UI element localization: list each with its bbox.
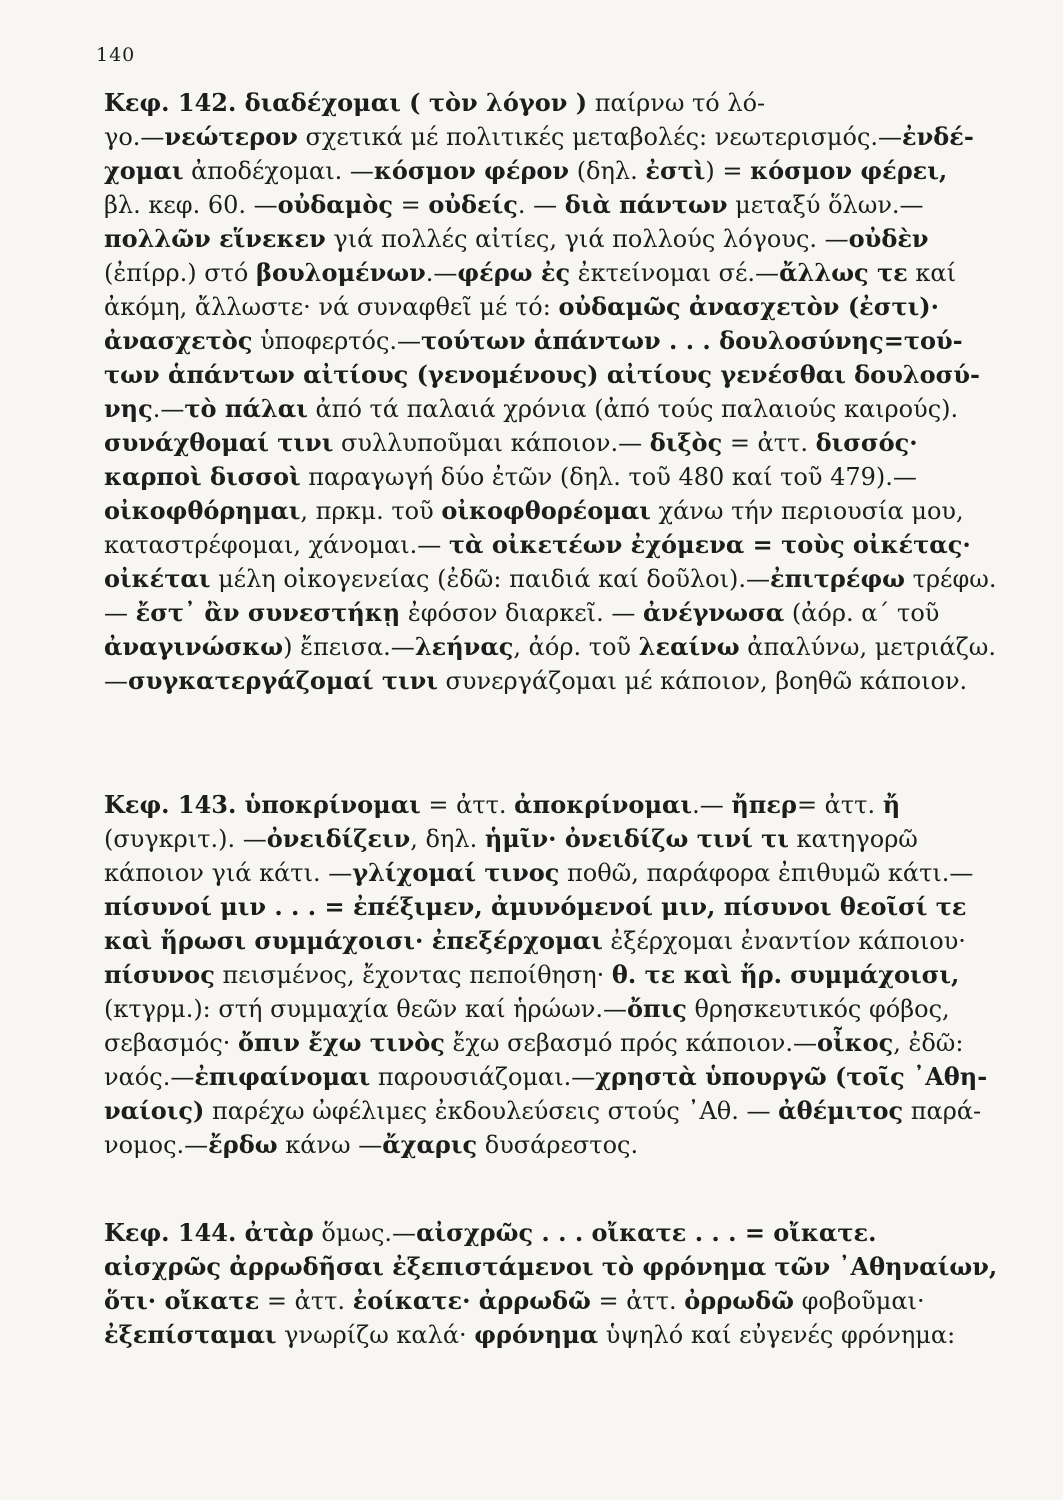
lemma: οἰκοφθόρημαι: [104, 496, 301, 525]
gloss: καί: [907, 259, 956, 287]
gloss: τρέφω.: [905, 565, 997, 593]
gloss: (συγκριτ.). —: [104, 825, 267, 853]
text-line: [104, 256, 1009, 290]
lemma: φρόνημα: [474, 1320, 599, 1349]
text-line: [104, 562, 1009, 596]
lemma: οὐδείς: [428, 190, 518, 219]
lemma: ἀποκρίνομαι: [514, 790, 693, 819]
lemma: αἰσχρῶς . . . οἴκατε . . . = οἴκατε.: [416, 1218, 877, 1247]
gloss: , δηλ.: [410, 825, 485, 853]
gloss: (ἀόρ. α΄ τοῦ: [784, 599, 940, 627]
lemma: γλίχομαί τινος: [352, 858, 560, 887]
lemma: ἄλλως τε: [779, 258, 908, 287]
gloss: ὑποφερτός.—: [252, 327, 422, 355]
gloss: .—: [692, 791, 732, 819]
text-line: [104, 392, 1009, 426]
gloss: κάποιον γιά κάτι. —: [104, 859, 353, 887]
text-line: [104, 188, 1009, 222]
lemma: νεώτερον: [164, 122, 298, 151]
gloss: —: [104, 667, 128, 695]
text-line: [104, 788, 1009, 822]
text-line: [104, 1094, 1009, 1128]
lemma: ναίοις): [104, 1096, 205, 1125]
gloss: γιά πολλές αἰτίες, γιά πολλούς λόγους. —: [325, 225, 849, 253]
lemma: καὶ ἥρωσι συμμάχοισι· ἐπεξέρχομαι: [104, 926, 603, 955]
lemma: τὸ πάλαι: [184, 394, 308, 423]
lemma: νης: [104, 394, 153, 423]
text-line: [104, 1026, 1009, 1060]
text-line: [104, 154, 1009, 188]
chapter-143-notes: [104, 788, 1009, 1162]
lemma: τούτων ἁπάντων . . . δουλοσύνης=τού-: [421, 326, 963, 355]
gloss: = ἀττ.: [259, 1287, 353, 1315]
lemma: ἐπιτρέφω: [769, 564, 906, 593]
gloss: . —: [517, 191, 565, 219]
lemma: χομαι: [104, 156, 184, 185]
lemma: αἰσχρῶς ἀρρωδῆσαι ἐξεπιστάμενοι τὸ φρόνημα τῶν ᾿Αθηναίων,: [104, 1252, 998, 1281]
text-line: [104, 1284, 1009, 1318]
gloss: = ἀττ.: [796, 791, 883, 819]
chapter-142-notes: [104, 86, 1009, 698]
gloss: =: [392, 191, 429, 219]
lemma: οἰκοφθορέομαι: [441, 496, 651, 525]
text-line: [104, 992, 1009, 1026]
lemma: ἐξεπίσταμαι: [104, 1320, 277, 1349]
gloss: κάνω —: [277, 1131, 383, 1159]
lemma: ἐνδέ-: [902, 122, 974, 151]
gloss: ὑψηλό καί εὐγενές φρόνημα:: [598, 1321, 956, 1349]
lemma: των ἁπάντων αἰτίους (γενομένους) αἰτίους γενέσθαι δουλοσύ-: [104, 360, 980, 389]
lemma: Κεφ. 144. ἀτὰρ: [104, 1218, 314, 1247]
lemma: κόσμον φέρον: [373, 156, 570, 185]
lemma: ὀρρωδῶ: [684, 1286, 794, 1315]
text-line: [104, 856, 1009, 890]
lemma: ὀνειδίζειν: [266, 824, 411, 853]
text-line: [104, 222, 1009, 256]
lemma: χρηστὰ ὑπουργῶ (τοῖς ᾿Αθη-: [595, 1062, 988, 1091]
lemma: θ. τε καὶ ἥρ. συμμάχοισι,: [611, 960, 960, 989]
gloss: ἀκόμη, ἄλλωστε· νά συναφθεῖ μέ τό:: [104, 293, 559, 321]
text-line: [104, 1128, 1009, 1162]
gloss: (ἐπίρρ.) στό: [104, 259, 257, 287]
lemma: κόσμον φέρει,: [750, 156, 948, 185]
lemma: λεαίνω: [638, 632, 740, 661]
gloss: γνωρίζω καλά·: [276, 1321, 475, 1349]
lemma: οὐδαμὸς: [277, 190, 393, 219]
gloss: παρά-: [903, 1097, 982, 1125]
text-line: [104, 426, 1009, 460]
lemma: ὄπις: [627, 994, 687, 1023]
lemma: ὄπιν ἔχω τινὸς: [238, 1028, 445, 1057]
gloss: ναός.—: [104, 1063, 195, 1091]
gloss: (δηλ.: [569, 157, 646, 185]
text-line: [104, 460, 1009, 494]
gloss: καταστρέφομαι, χάνομαι.—: [104, 531, 449, 559]
gloss: μεταξύ ὅλων.—: [727, 191, 924, 219]
gloss: παίρνω τό λό-: [587, 89, 766, 117]
page-number: 140: [96, 44, 136, 66]
lemma: συγκατεργάζομαί τινι: [128, 666, 438, 695]
lemma: ἀνασχετὸς: [104, 326, 253, 355]
text-line: [104, 324, 1009, 358]
gloss: θρησκευτικός φόβος,: [686, 995, 950, 1023]
text-line: [104, 664, 1009, 698]
text-line: [104, 528, 1009, 562]
lemma: ἄχαρις: [382, 1130, 478, 1159]
lemma: πίσυνος: [104, 960, 215, 989]
lemma: ἀναγινώσκω: [104, 632, 284, 661]
gloss: ἀπαλύνω, μετριάζω.: [739, 633, 996, 661]
gloss: δυσάρεστος.: [477, 1131, 639, 1159]
gloss: (κτγρμ.): στή συμμαχία θεῶν καί ἡρώων.—: [104, 995, 627, 1023]
gloss: ὅμως.—: [313, 1219, 417, 1247]
text-line: [104, 630, 1009, 664]
gloss: σχετικά μέ πολιτικές μεταβολές: νεωτερισμός.—: [297, 123, 903, 151]
text-line: [104, 890, 1009, 924]
lemma: λεήνας: [414, 632, 514, 661]
lemma: συνάχθομαί τινι: [104, 428, 334, 457]
text-line: [104, 1060, 1009, 1094]
lemma: πίσυνοί μιν . . . = ἐπέξιμεν, ἀμυνόμενοί μιν, πίσυνοι θεοῖσί τε: [104, 892, 967, 921]
lemma: Κεφ. 143. ὑποκρίνομαι: [104, 790, 421, 819]
gloss: μέλη οἰκογενείας (ἐδῶ: παιδιά καί δοῦλοι).—: [210, 565, 770, 593]
gloss: ποθῶ, παράφορα ἐπιθυμῶ κάτι.—: [559, 859, 974, 887]
gloss: = ἀττ.: [722, 429, 816, 457]
lemma: πολλῶν εἵνεκεν: [104, 224, 326, 253]
gloss: .—: [152, 395, 185, 423]
gloss: παραγωγή δύο ἐτῶν (δηλ. τοῦ 480 καί τοῦ 479).—: [300, 463, 917, 491]
lemma: ἐπιφαίνομαι: [194, 1062, 371, 1091]
gloss: νομος.—: [104, 1131, 209, 1159]
lemma: διὰ πάντων: [564, 190, 728, 219]
gloss: = ἀττ.: [420, 791, 515, 819]
lemma: ἀνέγνωσα: [642, 598, 785, 627]
gloss: , ἐδῶ:: [893, 1029, 964, 1057]
text-line: [104, 958, 1009, 992]
lemma: δισσός·: [815, 428, 918, 457]
gloss: ) ἔπεισα.—: [283, 633, 415, 661]
text-line: [104, 1318, 1009, 1352]
lemma: ἡμῖν· ὀνειδίζω τινί τι: [484, 824, 789, 853]
gloss: συλλυποῦμαι κάποιον.—: [333, 429, 650, 457]
gloss: ἐφόσον διαρκεῖ. —: [400, 599, 643, 627]
gloss: κατηγορῶ: [788, 825, 918, 853]
lemma: οὐδαμῶς ἀνασχετὸν (ἐστι)·: [558, 292, 939, 321]
lemma: ἐοίκατε· ἀρρωδῶ: [352, 1286, 591, 1315]
gloss: ἀποδέχομαι. —: [183, 157, 374, 185]
gloss: .—: [425, 259, 458, 287]
lemma: ἤπερ: [731, 790, 797, 819]
gloss: ἐξέρχομαι ἐναντίον κάποιου·: [602, 927, 966, 955]
lemma: τὰ οἰκετέων ἐχόμενα = τοὺς οἰκέτας·: [448, 530, 971, 559]
gloss: παρουσιάζομαι.—: [370, 1063, 596, 1091]
gloss: —: [104, 599, 136, 627]
text-line: [104, 494, 1009, 528]
lemma: ἐστὶ: [645, 156, 706, 185]
gloss: ) =: [705, 157, 751, 185]
text-line: [104, 120, 1009, 154]
lemma: οὐδὲν: [848, 224, 929, 253]
lemma: βουλομένων: [256, 258, 426, 287]
gloss: παρέχω ὠφέλιμες ἐκδουλεύσεις στούς ᾿Αθ. —: [204, 1097, 779, 1125]
lemma: ἔρδω: [208, 1130, 278, 1159]
lemma: φέρω ἐς: [457, 258, 571, 287]
gloss: = ἀττ.: [590, 1287, 685, 1315]
lemma: ὅτι· οἴκατε: [104, 1286, 260, 1315]
gloss: χάνω τήν περιουσία μου,: [650, 497, 964, 525]
gloss: ἀπό τά παλαιά χρόνια (ἀπό τούς παλαιούς καιρούς).: [307, 395, 959, 423]
lemma: ἤ: [882, 790, 901, 819]
text-line: [104, 358, 1009, 392]
lemma: οἶκος: [816, 1028, 894, 1057]
text-line: [104, 1250, 1009, 1284]
lemma: ἔστ᾽ ἂν συνεστήκῃ: [135, 598, 401, 627]
gloss: γο.—: [104, 123, 165, 151]
gloss: ἔχω σεβασμό πρός κάποιον.—: [444, 1029, 817, 1057]
lemma: οἰκέται: [104, 564, 211, 593]
text-line: [104, 596, 1009, 630]
text-line: [104, 924, 1009, 958]
text-line: [104, 822, 1009, 856]
gloss: φοβοῦμαι·: [793, 1287, 925, 1315]
gloss: πεισμένος, ἔχοντας πεποίθηση·: [214, 961, 612, 989]
text-line: [104, 86, 1009, 120]
lemma: καρποὶ δισσοὶ: [104, 462, 301, 491]
lemma: ἀθέμιτος: [778, 1096, 904, 1125]
gloss: , πρκμ. τοῦ: [300, 497, 442, 525]
text-line: [104, 1216, 1009, 1250]
gloss: συνεργάζομαι μέ κάποιον, βοηθῶ κάποιον.: [437, 667, 968, 695]
gloss: βλ. κεφ. 60. —: [104, 191, 278, 219]
chapter-144-notes: [104, 1216, 1009, 1352]
text-line: [104, 290, 1009, 324]
lemma: Κεφ. 142. διαδέχομαι ( τὸν λόγον ): [104, 88, 588, 117]
gloss: , ἀόρ. τοῦ: [513, 633, 639, 661]
gloss: σεβασμός·: [104, 1029, 239, 1057]
lemma: διξὸς: [649, 428, 723, 457]
gloss: ἐκτείνομαι σέ.—: [570, 259, 780, 287]
